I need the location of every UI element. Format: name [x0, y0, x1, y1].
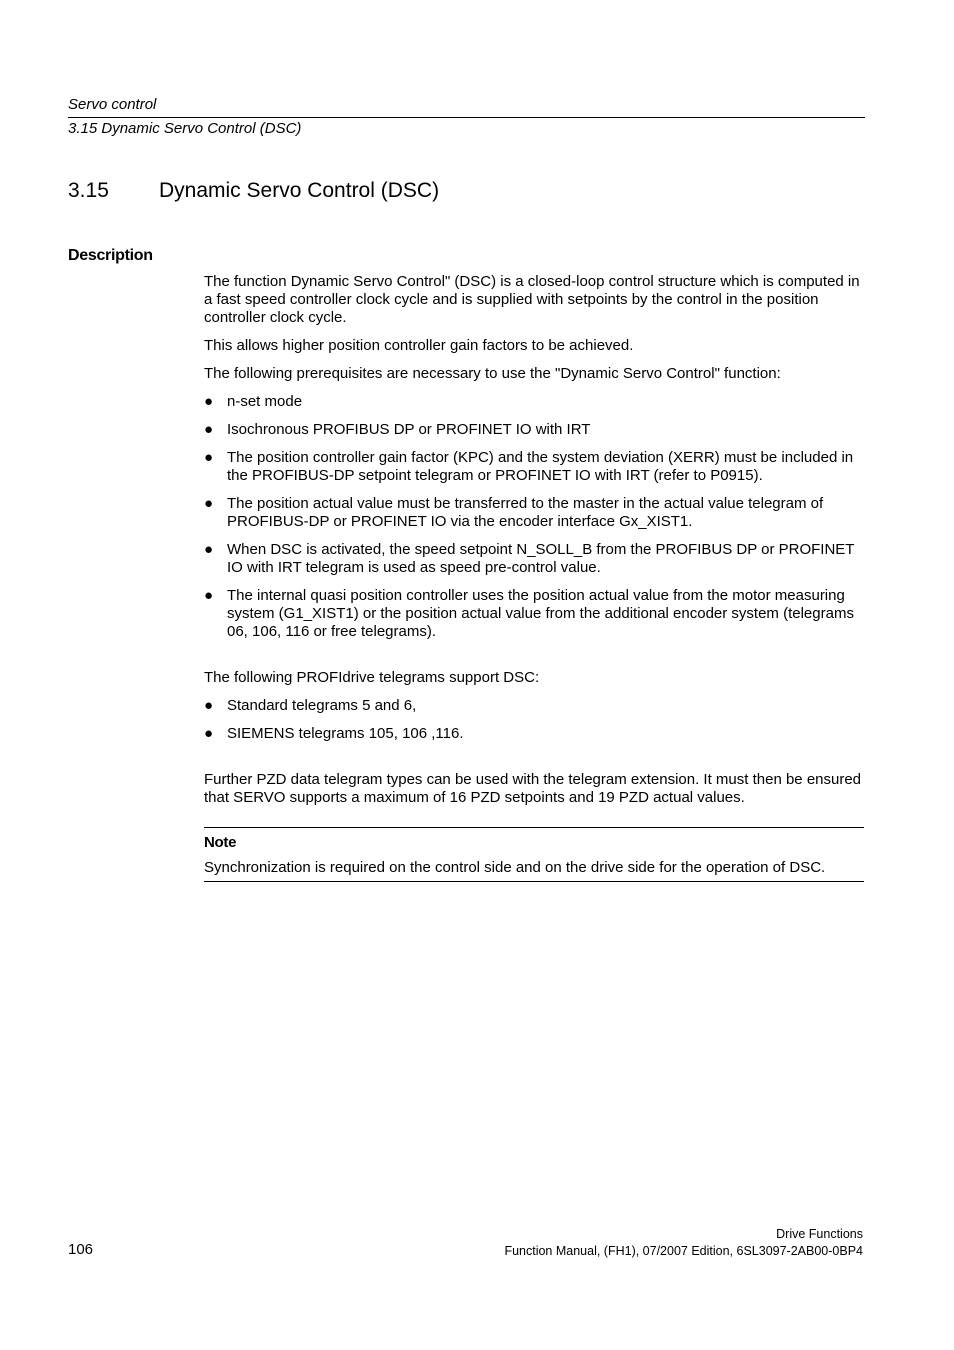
- bullet-icon: ●: [204, 421, 214, 438]
- list-item: ● The position actual value must be transferred to the master in the actual value telegram of PROFIBUS-DP or PROFINET IO via the encoder interface Gx_XIST1.: [204, 495, 824, 530]
- bullet-icon: ●: [204, 495, 214, 512]
- list-item: ● The position controller gain factor (KPC) and the system deviation (XERR) must be included in the PROFIBUS-DP setpoint telegram or PROFINET IO with IRT (refer to P0915).: [204, 449, 854, 484]
- note-box: [204, 827, 864, 882]
- note-text: Synchronization is required on the control side and on the drive side for the operation of DSC.: [204, 859, 826, 876]
- intro-paragraph-1: The function Dynamic Servo Control" (DSC) is a closed-loop control structure which is computed in a fast speed controller clock cycle and is supplied with setpoints by the control in the position controller clock cycle.: [204, 273, 860, 326]
- telegrams-intro: The following PROFIdrive telegrams support DSC:: [204, 669, 540, 686]
- telegrams-list: [204, 697, 864, 743]
- header-section: 3.15 Dynamic Servo Control (DSC): [68, 120, 302, 137]
- body-content: [204, 273, 864, 882]
- footer-doc-info: Function Manual, (FH1), 07/2007 Edition, 6SL3097-2AB00-0BP4: [504, 1244, 863, 1258]
- list-item: ● Standard telegrams 5 and 6,: [204, 697, 417, 714]
- footer-info: [504, 1226, 863, 1260]
- list-item: ● Isochronous PROFIBUS DP or PROFINET IO with IRT: [204, 421, 591, 438]
- intro-paragraph-3: The following prerequisites are necessary to use the "Dynamic Servo Control" function:: [204, 365, 781, 382]
- bullet-icon: ●: [204, 449, 214, 466]
- list-item: ● The internal quasi position controller uses the position actual value from the motor measuring system (G1_XIST1) or the position actual value from the additional encoder system (telegrams 06, 106, 116 or free telegrams).: [204, 587, 854, 640]
- list-item: ● n-set mode: [204, 393, 303, 410]
- page-number: 106: [68, 1241, 94, 1258]
- section-title: Dynamic Servo Control (DSC): [159, 179, 440, 202]
- running-header: [68, 94, 865, 140]
- section-number: 3.15: [68, 179, 109, 202]
- bullet-icon: ●: [204, 541, 214, 558]
- prerequisites-list: [204, 393, 864, 641]
- bullet-icon: ●: [204, 393, 214, 410]
- description-heading: Description: [68, 247, 153, 264]
- bullet-icon: ●: [204, 587, 214, 604]
- extension-paragraph: Further PZD data telegram types can be used with the telegram extension. It must then be ensured that SERVO supports a maximum of 16 PZD setpoints and 19 PZD actual values.: [204, 771, 862, 806]
- section-heading: [68, 177, 439, 205]
- note-title: Note: [204, 834, 237, 851]
- bullet-icon: ●: [204, 697, 214, 714]
- list-item: ● SIEMENS telegrams 105, 106 ,116.: [204, 725, 464, 742]
- footer-doc-title: Drive Functions: [776, 1227, 863, 1241]
- list-item: ● When DSC is activated, the speed setpoint N_SOLL_B from the PROFIBUS DP or PROFINET IO with IRT telegram is used as speed pre-control value.: [204, 541, 855, 576]
- intro-paragraph-2: This allows higher position controller gain factors to be achieved.: [204, 337, 634, 354]
- header-chapter: Servo control: [68, 96, 157, 113]
- bullet-icon: ●: [204, 725, 214, 742]
